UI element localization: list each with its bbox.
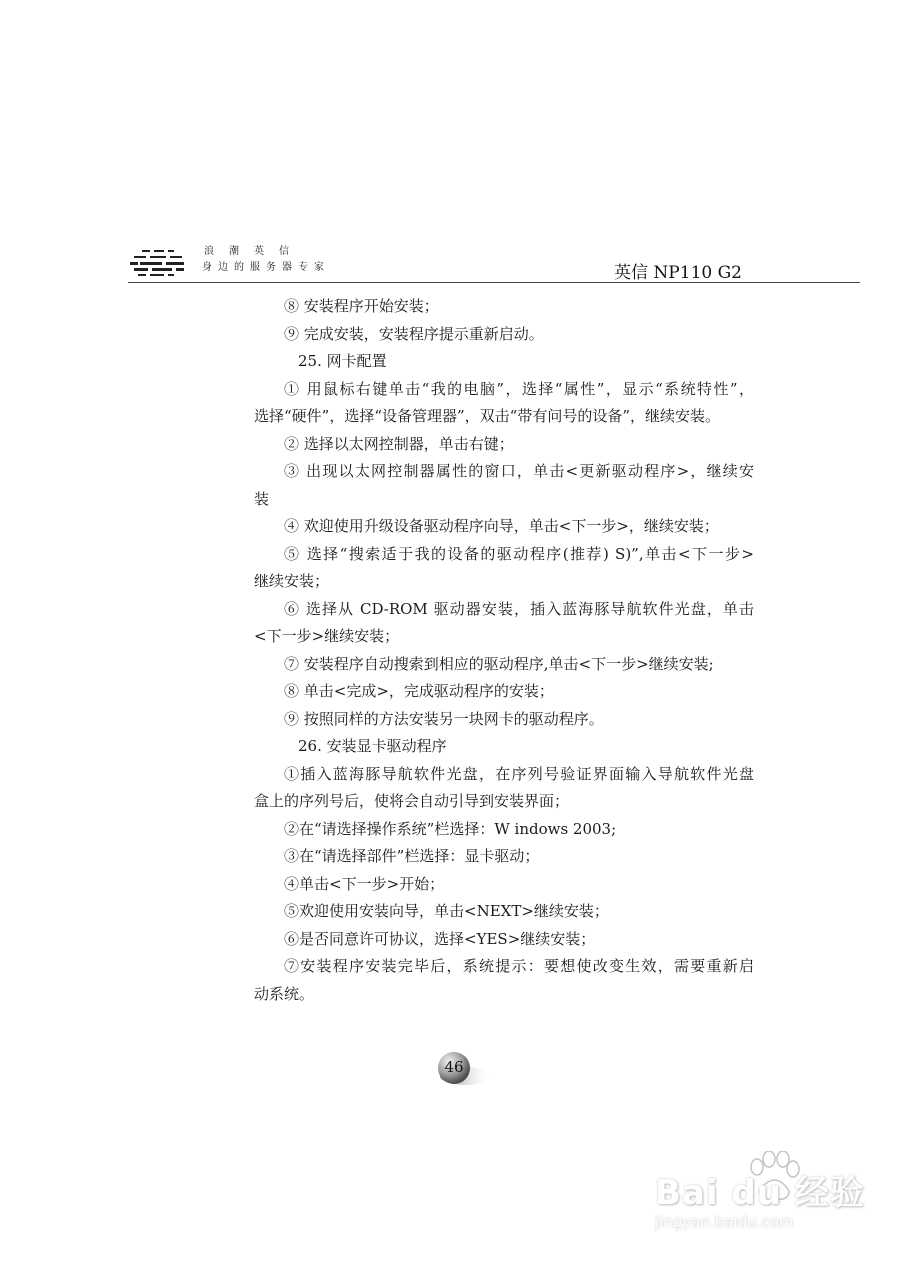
text-line: ⑧ 安装程序开始安装； xyxy=(284,297,439,315)
text-line: 动系统。 xyxy=(254,984,315,1003)
baidu-watermark xyxy=(645,1165,875,1255)
text-line: ③ 出现以太网控制器属性的窗口，单击<更新驱动程序>，继续安 xyxy=(284,462,754,480)
text-line: ⑧ 单击<完成>，完成驱动程序的安装； xyxy=(284,682,554,700)
text-line: ⑦ 安装程序自动搜索到相应的驱动程序,单击<下一步>继续安装; xyxy=(284,654,714,673)
body-text xyxy=(254,293,754,1008)
text-line: ⑦安装程序安装完毕后，系统提示：要想使改变生效，需要重新启 xyxy=(284,957,754,975)
page-number: 46 xyxy=(444,1058,464,1076)
text-line: 26. 安装显卡驱动程序 xyxy=(298,737,447,755)
model-title: 英信 NP110 G2 xyxy=(614,263,742,283)
watermark-logo-text: Bai du 经验 xyxy=(655,1173,865,1213)
inspur-logo-icon xyxy=(128,246,190,282)
text-line: ⑥是否同意许可协议，选择<YES>继续安装； xyxy=(284,929,596,948)
text-line: ③在“请选择部件”栏选择：显卡驱动； xyxy=(284,847,540,865)
text-line: ④ 欢迎使用升级设备驱动程序向导，单击<下一步>，继续安装； xyxy=(284,517,719,535)
text-line: ② 选择以太网控制器，单击右键； xyxy=(284,434,514,453)
text-line: 选择“硬件”，选择“设备管理器”，双击“带有问号的设备”，继续安装。 xyxy=(254,407,721,425)
watermark-url: jingyan.baidu.com xyxy=(655,1213,794,1231)
text-line: ④单击<下一步>开始； xyxy=(284,874,445,893)
text-line: ⑨ 完成安装，安装程序提示重新启动。 xyxy=(284,324,544,343)
text-line: 继续安装； xyxy=(254,572,330,590)
header-rule xyxy=(128,282,860,283)
slogan-line-1: 浪潮英信 xyxy=(204,246,304,257)
slogan-line-2: 身边的服务器专家 xyxy=(202,262,330,273)
text-line: 装 xyxy=(254,489,270,508)
page-number-badge xyxy=(422,1050,494,1090)
text-line: ⑨ 按照同样的方法安装另一块网卡的驱动程序。 xyxy=(284,709,604,728)
text-line: ⑤ 选择“搜索适于我的设备的驱动程序(推荐) S)”,单击<下一步> xyxy=(284,544,754,563)
text-line: ①插入蓝海豚导航软件光盘，在序列号验证界面输入导航软件光盘 xyxy=(284,764,754,783)
text-line: ① 用鼠标右键单击“我的电脑”，选择“属性”，显示“系统特性”， xyxy=(284,379,754,398)
slogan xyxy=(202,244,330,276)
page-header xyxy=(128,240,860,284)
text-line: ⑤欢迎使用安装向导，单击<NEXT>继续安装； xyxy=(284,902,609,920)
text-line: ②在“请选择操作系统”栏选择：W indows 2003; xyxy=(284,819,617,838)
text-line: ⑥ 选择从 CD-ROM 驱动器安装，插入蓝海豚导航软件光盘，单击 xyxy=(284,599,754,618)
text-line: <下一步>继续安装； xyxy=(254,627,400,645)
text-line: 25. 网卡配置 xyxy=(298,352,387,370)
text-line: 盒上的序列号后，使将会自动引导到安装界面； xyxy=(254,792,570,810)
